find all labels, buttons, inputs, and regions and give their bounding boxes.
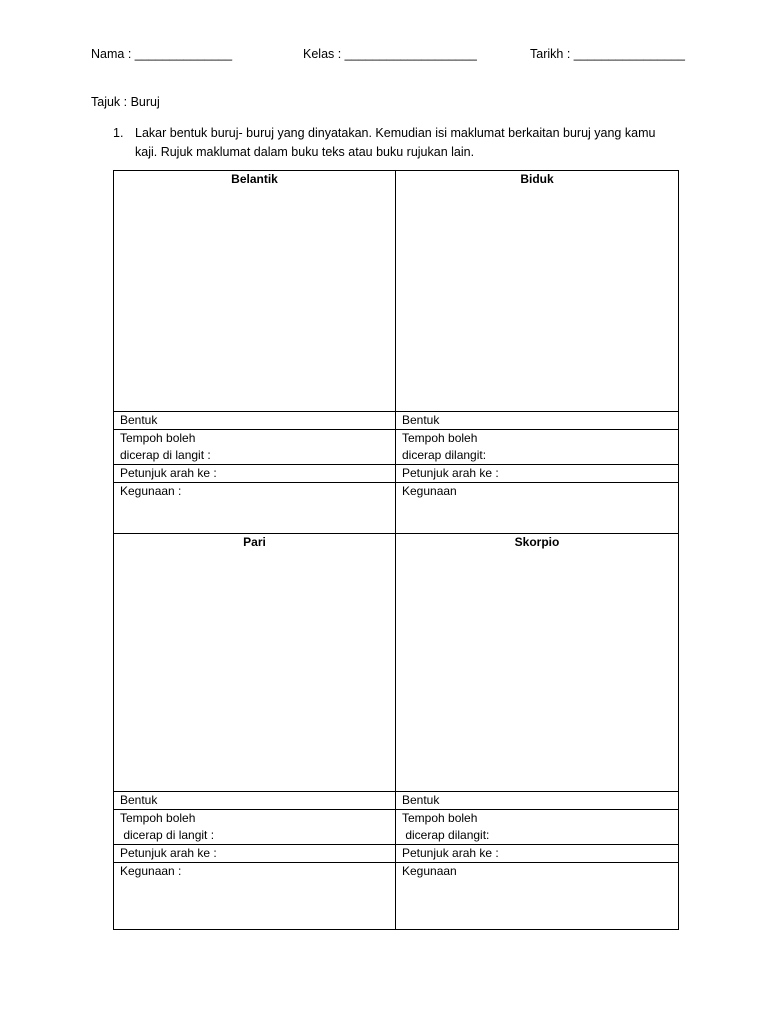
sketch-area-skorpio[interactable] [396,534,679,792]
constellation-table [113,170,679,930]
tempoh-cell-biduk[interactable] [396,430,679,465]
kelas-field[interactable]: Kelas : ___________________ [303,47,477,61]
petunjuk-label: Petunjuk arah ke : [120,846,217,860]
tempoh-label-line1: Tempoh boleh [120,431,196,445]
kegunaan-cell-pari[interactable] [114,863,396,930]
constellation-name-skorpio: Skorpio [514,535,560,549]
kegunaan-label: Kegunaan : [120,484,182,498]
bentuk-label: Bentuk [402,793,440,807]
bentuk-label: Bentuk [120,793,158,807]
sketch-area-pari[interactable] [114,534,396,792]
tempoh-label-line1: Tempoh boleh [402,811,478,825]
constellation-name-belantik: Belantik [231,172,278,186]
petunjuk-label: Petunjuk arah ke : [120,466,217,480]
sketch-area-biduk[interactable] [396,171,679,412]
petunjuk-cell-skorpio[interactable] [396,845,679,863]
instruction-number: 1. [113,126,124,140]
page-title: Tajuk : Buruj [91,95,160,109]
bentuk-cell-skorpio[interactable] [396,792,679,810]
kegunaan-cell-belantik[interactable] [114,483,396,534]
kegunaan-label: Kegunaan [402,484,457,498]
petunjuk-label: Petunjuk arah ke : [402,846,499,860]
tempoh-cell-pari[interactable] [114,810,396,845]
tempoh-cell-belantik[interactable] [114,430,396,465]
petunjuk-cell-pari[interactable] [114,845,396,863]
tarikh-field[interactable]: Tarikh : ________________ [530,47,685,61]
petunjuk-cell-belantik[interactable] [114,465,396,483]
instruction-text: Lakar bentuk buruj- buruj yang dinyatakan. Kemudian isi maklumat berkaitan buruj yang kamu kaji. Rujuk maklumat dalam buku teks atau buku rujukan lain. [135,126,656,159]
tempoh-label-line2: dicerap di langit : [120,448,211,462]
bentuk-label: Bentuk [120,413,158,427]
bentuk-cell-belantik[interactable] [114,412,396,430]
tempoh-label-line1: Tempoh boleh [120,811,196,825]
constellation-name-biduk: Biduk [520,172,554,186]
constellation-name-pari: Pari [243,535,266,549]
kegunaan-label: Kegunaan : [120,864,182,878]
instruction [91,124,681,162]
tempoh-label-line2: dicerap di langit : [120,828,215,842]
bentuk-label: Bentuk [402,413,440,427]
kegunaan-cell-biduk[interactable] [396,483,679,534]
tempoh-label-line2: dicerap dilangit: [402,448,487,462]
tempoh-label-line1: Tempoh boleh [402,431,478,445]
petunjuk-cell-biduk[interactable] [396,465,679,483]
sketch-area-belantik[interactable] [114,171,396,412]
kegunaan-label: Kegunaan [402,864,457,878]
tempoh-label-line2: dicerap dilangit: [402,828,490,842]
nama-field[interactable]: Nama : ______________ [91,47,233,61]
bentuk-cell-biduk[interactable] [396,412,679,430]
tempoh-cell-skorpio[interactable] [396,810,679,845]
petunjuk-label: Petunjuk arah ke : [402,466,499,480]
bentuk-cell-pari[interactable] [114,792,396,810]
kegunaan-cell-skorpio[interactable] [396,863,679,930]
